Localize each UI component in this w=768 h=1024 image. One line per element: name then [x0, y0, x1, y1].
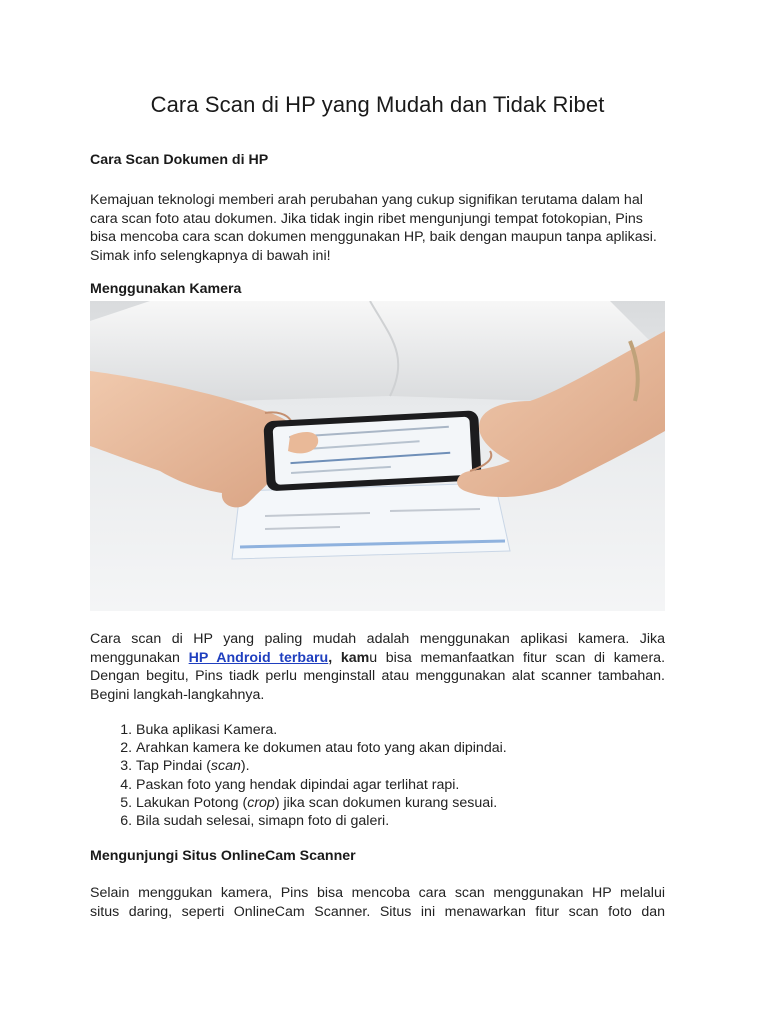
step-text: Tap Pindai ( — [136, 758, 211, 775]
steps-list — [90, 721, 507, 830]
step-italic: crop — [247, 794, 275, 811]
kamera-paragraph-text: Cara scan di HP yang paling mudah adalah menggunakan aplikasi kamera. Jika menggunakan — [90, 631, 665, 666]
step-text-after: ) jika scan dokumen kurang sesuai. — [274, 794, 498, 811]
step-text: Lakukan Potong ( — [136, 794, 248, 811]
list-item — [136, 739, 507, 757]
step-text-after: ). — [240, 758, 250, 775]
phone-scanning-photo — [90, 301, 665, 611]
section-heading-kamera: Menggunakan Kamera — [90, 281, 242, 297]
step-text: Buka aplikasi Kamera. — [136, 722, 278, 738]
onlinecam-paragraph-line-2: situs daring, seperti OnlineCam Scanner. Situs ini menawarkan fitur scan foto dan — [90, 904, 665, 920]
section-heading-scan-dokumen: Cara Scan Dokumen di HP — [90, 152, 269, 168]
list-item — [136, 794, 507, 812]
page-title: Cara Scan di HP yang Mudah dan Tidak Ribet — [150, 92, 605, 117]
kamera-paragraph-bold: , kam — [328, 649, 370, 666]
kamera-paragraph — [90, 630, 665, 704]
step-italic: scan — [210, 758, 241, 775]
onlinecam-paragraph-line-1: Selain menggukan kamera, Pins bisa mencoba cara scan menggunakan HP melalui — [90, 885, 665, 901]
step-text: Arahkan kamera ke dokumen atau foto yang akan dipindai. — [136, 740, 507, 757]
kamera-paragraph-text-2: u bisa memanfaatkan fitur scan di kamera. Dengan begitu, Pins tiadk perlu menginstall atau menggunakan alat scanner tambahan. Begini langkah-langkahnya. — [90, 649, 666, 703]
list-item — [136, 757, 507, 775]
list-item — [136, 721, 507, 739]
step-text: Paskan foto yang hendak dipindai agar terlihat rapi. — [136, 776, 460, 793]
step-text: Bila sudah selesai, simapn foto di galeri. — [136, 813, 390, 830]
section-heading-onlinecam: Mengunjungi Situs OnlineCam Scanner — [90, 848, 356, 864]
list-item — [136, 812, 507, 830]
link-hp-android-terbaru[interactable]: HP Android terbaru — [188, 649, 329, 666]
list-item — [136, 776, 507, 794]
intro-paragraph: Kemajuan teknologi memberi arah perubahan yang cukup signifikan terutama dalam hal cara scan foto atau dokumen. Jika tidak ingin ribet mengunjungi tempat fotokopian, Pins bisa mencoba cara scan dokumen menggunakan HP, baik dengan maupun tanpa aplikasi. Simak info selengkapnya di bawah ini! — [90, 192, 657, 264]
